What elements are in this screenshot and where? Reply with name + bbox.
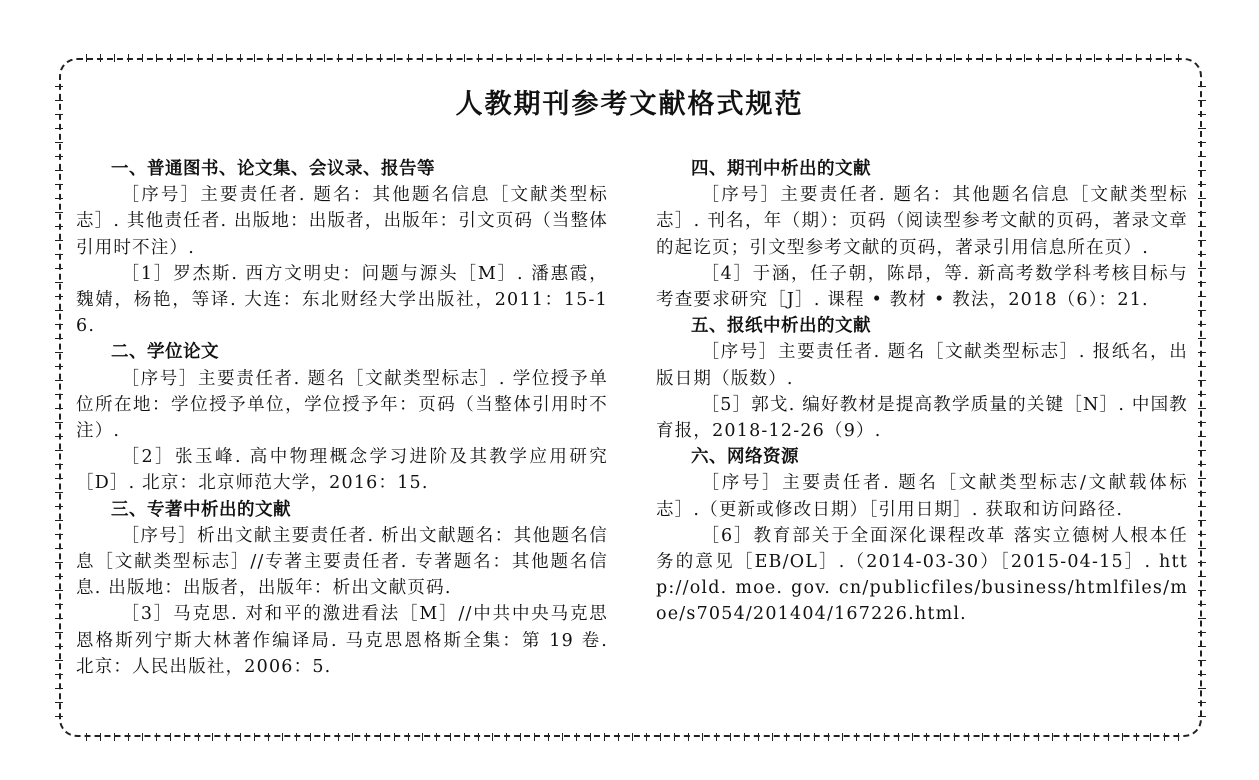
section-journal-article [656, 156, 1188, 313]
example-reference: ［5］郭戈. 编好教材是提高教学质量的关键［N］. 中国教育报，2018-12-26（9）. [656, 394, 1188, 442]
format-rule: ［序号］析出文献主要责任者. 析出文献题名：其他题名信息［文献类型标志］//专著主要责任者. 专著题名：其他题名信息. 出版地：出版者，出版年：析出文献页码. [76, 525, 608, 599]
section-heading: 四、期刊中析出的文献 [691, 159, 871, 179]
section-heading: 六、网络资源 [691, 447, 799, 468]
section-thesis [76, 339, 608, 496]
border-tick-marks-right [1198, 80, 1206, 720]
border-tick-marks-bottom [80, 733, 1180, 741]
example-reference: ［2］张玉峰. 高中物理概念学习进阶及其教学应用研究［D］. 北京：北京师范大学，2016：15. [76, 447, 608, 494]
example-reference: ［6］教育部关于全面深化课程改革 落实立德树人根本任务的意见［EB/OL］.（2014-03-30）［2015-04-15］. http://old. moe. gov. cn/publicfiles/business/htmlfiles/moe/s7054/201404/167226.html. [656, 525, 1188, 625]
format-rule: ［序号］主要责任者. 题名［文献类型标志］. 报纸名，出版日期（版数）. [656, 342, 1188, 389]
section-heading: 五、报纸中析出的文献 [691, 316, 871, 337]
section-general-books [76, 156, 608, 339]
section-online-resource [656, 444, 1188, 627]
left-column [76, 156, 608, 680]
format-rule: ［序号］主要责任者. 题名：其他题名信息［文献类型标志］. 其他责任者. 出版地：出版者，出版年：引文页码（当整体引用时不注）. [76, 185, 608, 258]
section-heading: 三、专著中析出的文献 [111, 499, 291, 520]
format-rule: ［序号］主要责任者. 题名［文献类型标志］. 学位授予单位所在地：学位授予单位，学位授予年：页码（当整体引用时不注）. [76, 368, 608, 442]
right-column [656, 156, 1188, 628]
section-heading: 一、普通图书、论文集、会议录、报告等 [111, 159, 435, 179]
example-reference: ［4］于涵，任子朝，陈昂，等. 新高考数学科考核目标与考查要求研究［J］. 课程 • 教材 • 教法，2018（6）：21. [656, 263, 1188, 311]
border-tick-marks-left [55, 80, 63, 720]
example-reference: ［3］马克思. 对和平的激进看法［M］//中共中央马克思恩格斯列宁斯大林著作编译局. 马克思恩格斯全集：第 19 卷. 北京：人民出版社，2006：5. [76, 604, 608, 677]
section-monograph-extract [76, 497, 608, 680]
format-rule: ［序号］主要责任者. 题名：其他题名信息［文献类型标志］. 刊名，年（期）：页码（阅读型参考文献的页码，著录文章的起讫页；引文型参考文献的页码，著录引用信息所在页）. [656, 185, 1188, 258]
format-rule: ［序号］主要责任者. 题名［文献类型标志/文献载体标志］.（更新或修改日期）［引用日期］. 获取和访问路径. [656, 473, 1188, 520]
example-reference: ［1］罗杰斯. 西方文明史：问题与源头［M］. 潘惠霞，魏婧，杨艳，等译. 大连：东北财经大学出版社，2011：15-16. [76, 263, 608, 337]
section-heading: 二、学位论文 [111, 342, 219, 363]
section-newspaper-article [656, 313, 1188, 444]
border-tick-marks-top [80, 54, 1180, 62]
page-title: 人教期刊参考文献格式规范 [455, 89, 804, 120]
